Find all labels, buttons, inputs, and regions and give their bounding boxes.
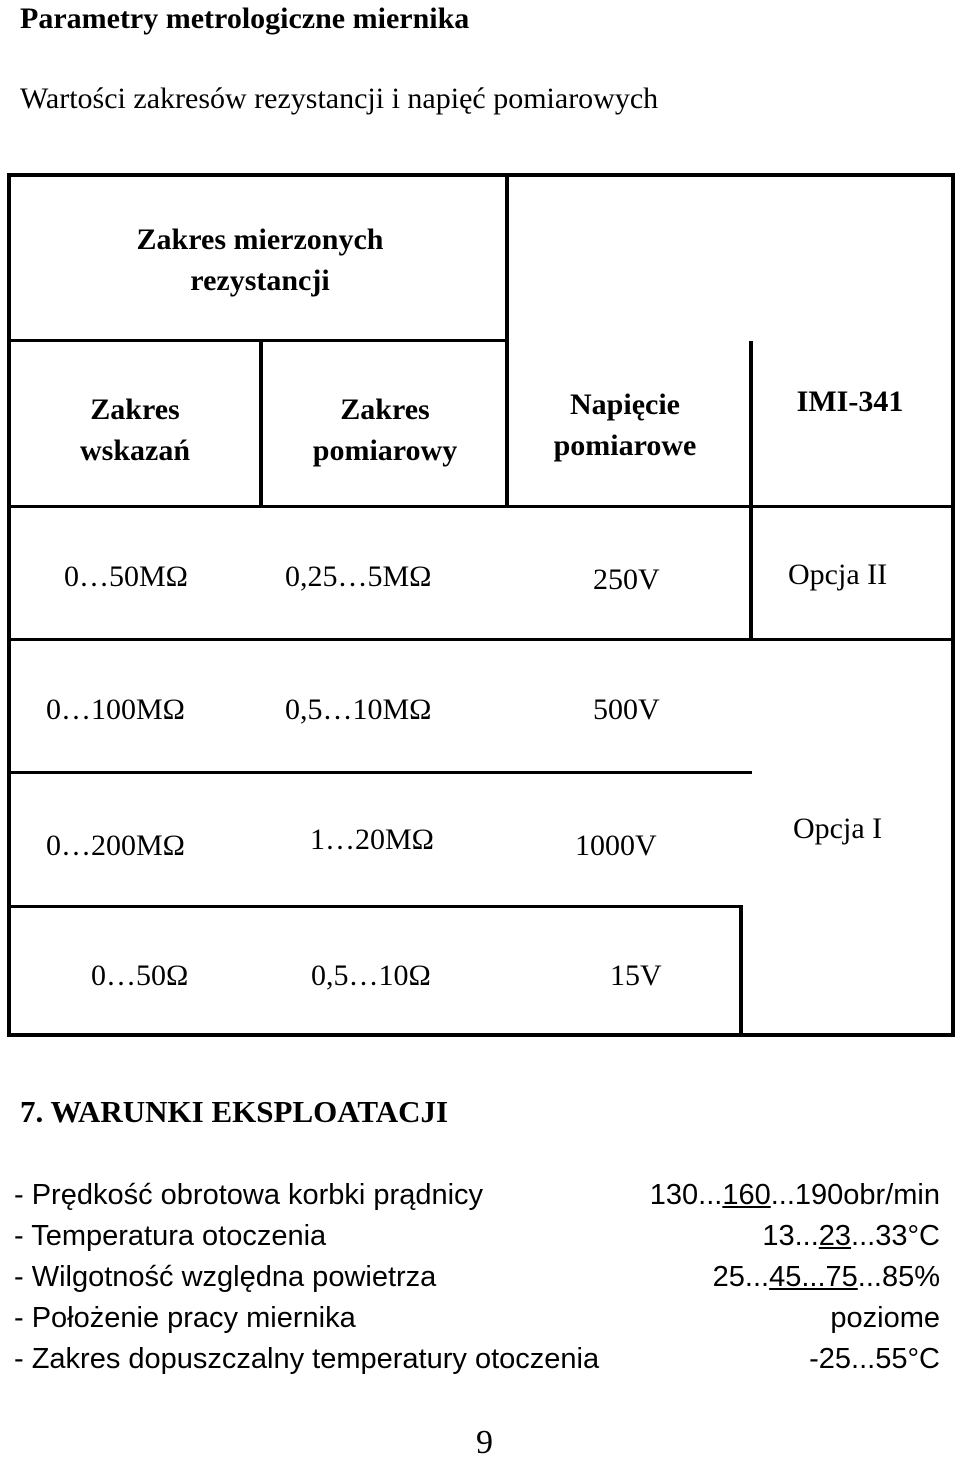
condition-label: - Prędkość obrotowa korbki prądnicy	[14, 1179, 484, 1211]
table-cell: 1…20MΩ	[310, 822, 434, 856]
value-part: poziome	[830, 1302, 940, 1334]
condition-label: - Temperatura otoczenia	[14, 1220, 327, 1252]
table-cell: 0…200MΩ	[46, 828, 185, 862]
table-cell: 250V	[593, 562, 660, 596]
list-item	[14, 1302, 940, 1342]
table-hline-header	[7, 505, 955, 508]
document-title: Parametry metrologiczne miernika	[20, 2, 470, 35]
table-cell: 15V	[610, 958, 662, 992]
header-napiecie-pomiarowe: Napięcie pomiarowe	[553, 388, 697, 462]
section-title: 7. WARUNKI EKSPLOATACJI	[20, 1094, 449, 1129]
list-item	[14, 1343, 940, 1383]
table-vline-wskazan	[259, 341, 263, 508]
list-item	[14, 1179, 940, 1219]
header-zakres-pomiarowy: Zakres pomiarowy	[312, 393, 458, 467]
table-cell: 0,25…5MΩ	[285, 559, 432, 593]
table-hline-row2	[7, 771, 752, 774]
value-part: -25...55°C	[809, 1343, 940, 1375]
option-2-label: Opcja II	[788, 557, 888, 591]
table-hline-row1	[7, 638, 955, 641]
value-part: 130...	[649, 1179, 723, 1211]
table-hline-group	[7, 339, 509, 342]
page-number: 9	[476, 1424, 493, 1461]
condition-value	[762, 1220, 940, 1253]
header-zakres-wskazan: Zakres wskazań	[79, 393, 191, 467]
header-imi-341: IMI-341	[796, 384, 904, 418]
value-part: 13...	[762, 1220, 819, 1252]
condition-value	[830, 1302, 940, 1335]
condition-label: - Położenie pracy miernika	[14, 1302, 356, 1334]
value-nominal: 45...75	[769, 1261, 858, 1293]
table-border-right	[951, 173, 955, 1037]
table-group-header: Zakres mierzonych rezystancji	[136, 223, 384, 297]
list-item	[14, 1261, 940, 1301]
table-vline-imi-lower	[739, 905, 743, 1037]
table-vline-imi	[749, 341, 753, 640]
document-subtitle: Wartości zakresów rezystancji i napięć pomiarowych	[20, 82, 659, 115]
value-nominal: 23	[818, 1220, 852, 1252]
table-cell: 0,5…10MΩ	[285, 692, 432, 726]
value-part: 25...	[712, 1261, 770, 1293]
condition-label: - Zakres dopuszczalny temperatury otoczenia	[14, 1343, 600, 1375]
table-cell: 0…50Ω	[91, 958, 189, 992]
value-part: ...85%	[857, 1261, 940, 1293]
value-nominal: 160	[722, 1179, 771, 1211]
table-border-bottom	[7, 1033, 955, 1037]
condition-value	[650, 1179, 940, 1212]
option-1-label: Opcja I	[793, 811, 883, 845]
value-part: ...190obr/min	[770, 1179, 940, 1211]
table-cell: 0…50MΩ	[64, 559, 188, 593]
condition-label: - Wilgotność względna powietrza	[14, 1261, 437, 1293]
table-hline-row3	[7, 905, 742, 908]
table-border-top	[7, 173, 955, 177]
table-cell: 0…100MΩ	[46, 692, 185, 726]
table-cell: 0,5…10Ω	[311, 958, 431, 992]
value-part: ...33°C	[851, 1220, 940, 1252]
list-item	[14, 1220, 940, 1260]
table-cell: 500V	[593, 692, 660, 726]
table-cell: 1000V	[575, 828, 657, 862]
condition-value	[713, 1261, 940, 1294]
condition-value	[809, 1343, 940, 1376]
